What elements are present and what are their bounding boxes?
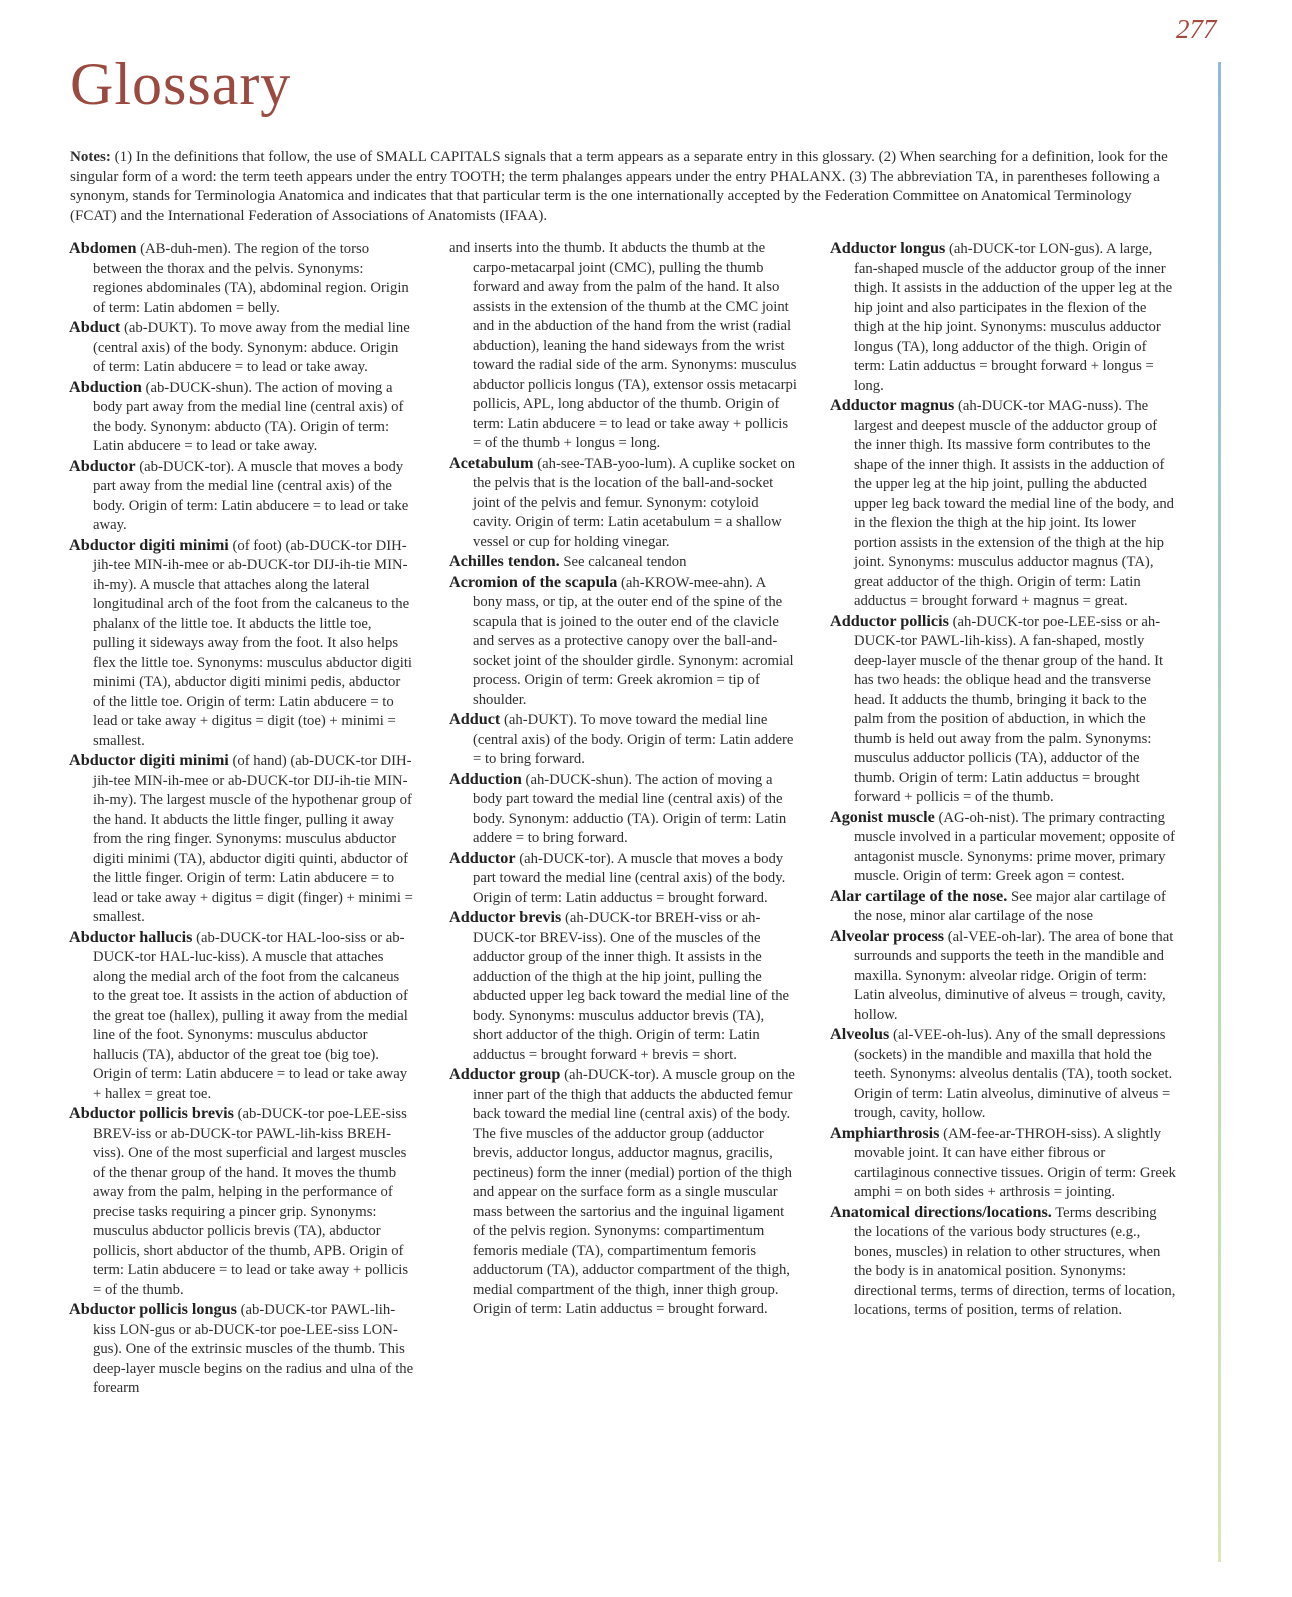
glossary-entry xyxy=(830,887,1177,927)
entry-definition: (ah-DUCK-tor). A muscle that moves a body part toward the medial line (central axis) of the body. Origin of term: Latin adductus = brought forward. xyxy=(473,850,786,906)
entry-definition: Terms describing the locations of the various body structures (e.g., bones, muscles) in relation to other structures, when the body is in anatomical position. Synonyms: directional terms, terms of direction, terms of location, locations, terms of position, terms of relation. xyxy=(854,1204,1176,1318)
entry-term: Amphiarthrosis xyxy=(830,1123,940,1142)
entry-term: Adductor pollicis xyxy=(830,611,949,630)
entry-definition: (ah-DUCK-tor MAG-nuss). The largest and deepest muscle of the adductor group of the inner thigh. Its massive form contributes to the shape of the inner thigh. It assists in the adduction of the upper leg at the hip joint, pulling the abducted upper leg back toward the medial line of the body, and in the flexion the thigh at the hip joint. Its lower portion assists in the extension of the thigh at the hip joint. Synonyms: musculus adductor magnus (TA), great adductor of the thigh. Origin of term: Latin adductus = brought forward + magnus = great. xyxy=(854,398,1175,609)
glossary-entry xyxy=(449,908,797,1065)
glossary-entry xyxy=(449,573,797,711)
glossary-entry xyxy=(449,849,797,909)
glossary-entry xyxy=(449,552,797,573)
entry-definition: (ah-DUKT). To move toward the medial line (central axis) of the body. Origin of term: Latin addere = to bring forward. xyxy=(473,712,794,767)
glossary-entry xyxy=(449,1065,797,1320)
glossary-entry xyxy=(449,239,797,454)
glossary-entry xyxy=(69,318,414,378)
entry-definition: (ab-DUCK-tor poe-LEE-siss BREV-iss or ab-DUCK-tor PAWL-lih-kiss BREH-viss). One of the most superficial and largest muscles of the thenar group of the hand. It moves the thumb away from the palm, helping in the performance of precise tasks requiring a pincer grip. Synonyms: musculus abductor pollicis brevis (TA), abductor pollicis, short abductor of the thumb, APB. Origin of term: Latin abducere = to lead or take away + pollicis = of the thumb. xyxy=(93,1106,409,1298)
glossary-entry xyxy=(830,612,1177,808)
entry-term: Alveolus xyxy=(830,1025,890,1043)
glossary-column-2 xyxy=(449,239,797,1320)
notes-text: (1) In the definitions that follow, the use of SMALL CAPITALS signals that a term appears as a separate entry in this glossary. (2) When searching for a definition, look for the singular form of a word: the term teeth appears under the entry TOOTH; the term phalanges appears under the entry PHALANX. (3) The abbreviation TA, in parentheses following a synonym, stands for Terminologia Anatomica and indicates that that particular term is the one internationally accepted by the Federation Committee on Anatomical Terminology (FCAT) and the International Federation of Associations of Anatomists (IFAA). xyxy=(70,149,1168,224)
glossary-entry xyxy=(830,1203,1177,1321)
entry-term: Abduction xyxy=(69,377,142,396)
entry-definition: (ab-DUCK-tor). A muscle that moves a body part away from the medial line (central axis) of the body. Origin of term: Latin abducere = to lead or take away. xyxy=(93,458,409,533)
entry-term: Abductor pollicis longus xyxy=(69,1300,237,1318)
entry-definition: (al-VEE-oh-lar). The area of bone that surrounds and supports the teeth in the mandible and maxilla. Synonym: alveolar ridge. Origin of term: Latin alveolus, diminutive of alveus = trough, cavity, hollow. xyxy=(854,928,1174,1023)
entry-term: Alar cartilage of the nose. xyxy=(830,886,1008,905)
glossary-entry xyxy=(449,454,797,553)
entry-term: Adductor brevis xyxy=(449,908,562,926)
entry-definition: (ah-DUCK-tor BREH-viss or ah-DUCK-tor BREV-iss). One of the muscles of the adductor group of the inner thigh. It assists in the adduction of the thigh at the hip joint, pulling the abducted upper leg back toward the medial line of the body. Synonyms: musculus adductor brevis (TA), short adductor of the thigh. Origin of term: Latin adductus = brought forward + brevis = short. xyxy=(473,910,790,1063)
entry-definition: (AM-fee-ar-THROH-siss). A slightly movable joint. It can have either fibrous or cartilaginous connective tissues. Origin of term: Greek amphi = on both sides + arthrosis = jointing. xyxy=(854,1125,1176,1200)
glossary-entry xyxy=(69,1300,414,1399)
entry-term: Adductor xyxy=(449,848,516,867)
entry-term: Agonist muscle xyxy=(830,807,935,826)
entry-term: Abductor digiti minimi xyxy=(69,751,229,769)
entry-definition: See calcaneal tendon xyxy=(559,554,687,570)
entry-definition: (ab-DUCK-tor PAWL-lih-kiss LON-gus or ab-DUCK-tor poe-LEE-siss LON-gus). One of the extrinsic muscles of the thumb. This deep-layer muscle begins on the radius and ulna of the forearm xyxy=(93,1302,414,1396)
entry-term: Achilles tendon. xyxy=(449,552,560,570)
entry-definition: (AG-oh-nist). The primary contracting muscle involved in a particular movement; opposite of antagonist muscle. Synonyms: prime mover, primary muscle. Origin of term: Greek agon = contest. xyxy=(854,809,1176,884)
entry-definition: (of foot) (ab-DUCK-tor DIH-jih-tee MIN-ih-mee or ab-DUCK-tor DIJ-ih-tie MIN-ih-my). A muscle that attaches along the lateral longitudinal arch of the foot from the calcaneus to the phalanx of the little toe. It abducts the little toe, pulling it sideways away from the foot. It also helps flex the little toe. Synonyms: musculus abductor digiti minimi (TA), abductor digiti minimi pedis, abductor of the little toe. Origin of term: Latin abducere = to lead or take away + digitus = digit (toe) + minimi = smallest. xyxy=(93,537,413,749)
glossary-column-1 xyxy=(69,239,414,1399)
entry-term: Anatomical directions/locations. xyxy=(830,1202,1052,1221)
page-title: Glossary xyxy=(70,51,292,117)
glossary-entry xyxy=(449,710,797,770)
entry-term: Abductor hallucis xyxy=(69,927,193,946)
entry-term: Abductor pollicis brevis xyxy=(69,1104,234,1122)
entry-term: Acetabulum xyxy=(449,453,534,472)
glossary-entry xyxy=(69,928,414,1105)
glossary-entry xyxy=(69,378,414,457)
entry-definition: (of hand) (ab-DUCK-tor DIH-jih-tee MIN-ih-mee or ab-DUCK-tor DIJ-ih-tie MIN-ih-my). The largest muscle of the hypothenar group of the hand. It abducts the little finger, pulling it away from the ring finger. Synonyms: musculus abductor digiti minimi (TA), abductor digiti quinti, abductor of the little finger. Origin of term: Latin abducere = to lead or take away + digitus = digit (finger) + minimi = smallest. xyxy=(93,753,413,925)
edge-rule xyxy=(1218,62,1221,1562)
glossary-column-3 xyxy=(830,239,1177,1321)
entry-definition: (ah-KROW-mee-ahn). A bony mass, or tip, at the outer end of the spine of the scapula that is joined to the outer end of the clavicle and serves as a protective canopy over the ball-and-socket joint of the shoulder girdle. Synonym: acromial process. Origin of term: Greek akromion = tip of shoulder. xyxy=(473,574,794,708)
glossary-entry xyxy=(830,1025,1177,1124)
entry-term: Abduct xyxy=(69,318,121,336)
entry-definition: (ab-DUKT). To move away from the medial line (central axis) of the body. Synonym: abduce. Origin of term: Latin abducere = to lead or take away. xyxy=(93,320,410,375)
entry-term: Adduction xyxy=(449,769,522,788)
entry-definition: (ah-DUCK-tor poe-LEE-siss or ah-DUCK-tor PAWL-lih-kiss). A fan-shaped, mostly deep-layer muscle of the thenar group of the hand. It has two heads: the oblique head and the transverse head. It adducts the thumb, bringing it back to the palm from the position of abduction, in which the thumb is held out away from the palm. Synonyms: musculus adductor pollicis (TA), adductor of the thumb. Origin of term: Latin adductus = brought forward + pollicis = of the thumb. xyxy=(854,613,1164,805)
entry-definition: (ab-DUCK-tor HAL-loo-siss or ab-DUCK-tor HAL-luc-kiss). A muscle that attaches along the medial arch of the foot from the calcaneus to the great toe. It assists in the action of abduction of the great toe (hallex), pulling it away from the medial line of the foot. Synonyms: musculus abductor hallucis (TA), abductor of the great toe (big toe). Origin of term: Latin abducere = to lead or take away + hallex = great toe. xyxy=(93,929,408,1102)
entry-term: Adductor group xyxy=(449,1065,561,1083)
entry-term: Abductor digiti minimi xyxy=(69,535,229,554)
entry-term: Adductor magnus xyxy=(830,396,955,414)
entry-definition: (ab-DUCK-shun). The action of moving a body part away from the medial line (central axis) of the body. Synonym: abducto (TA). Origin of term: Latin abducere = to lead or take away. xyxy=(93,379,404,454)
glossary-entry xyxy=(449,770,797,849)
glossary-entry xyxy=(830,808,1177,887)
glossary-entry xyxy=(830,239,1177,396)
entry-term: Adduct xyxy=(449,710,501,728)
entry-term: Abdomen xyxy=(69,239,137,257)
entry-definition: (ah-DUCK-shun). The action of moving a body part toward the medial line (central axis) of the body. Synonym: adductio (TA). Origin of term: Latin addere = to bring forward. xyxy=(473,771,787,846)
entry-definition: (AB-duh-men). The region of the torso between the thorax and the pelvis. Synonyms: regiones abdominales (TA), abdominal region. Origin of term: Latin abdomen = belly. xyxy=(93,241,409,316)
glossary-entry xyxy=(69,239,414,318)
page-number: 277 xyxy=(1176,14,1217,44)
glossary-entry xyxy=(69,536,414,752)
entry-definition: and inserts into the thumb. It abducts the thumb at the carpo-metacarpal joint (CMC), pulling the thumb forward and away from the palm of the hand. It also assists in the extension of the thumb at the CMC joint and in the abduction of the hand from the wrist (radial abduction), leaning the hand sideways from the wrist toward the radial side of the arm. Synonyms: musculus abductor pollicis longus (TA), extensor ossis metacarpi pollicis, APL, long abductor of the thumb. Origin of term: Latin abducere = to lead or take away + pollicis = of the thumb + longus = long. xyxy=(449,240,797,451)
entry-term: Adductor longus xyxy=(830,239,946,257)
glossary-entry xyxy=(830,927,1177,1026)
entry-term: Acromion of the scapula xyxy=(449,572,618,591)
entry-term: Alveolar process xyxy=(830,926,945,945)
entry-definition: (al-VEE-oh-lus). Any of the small depressions (sockets) in the mandible and maxilla that hold the teeth. Synonyms: alveolus dentalis (TA), tooth socket. Origin of term: Latin alveolus, diminutive of alveus = trough, cavity, hollow. xyxy=(854,1027,1173,1121)
entry-definition: (ah-see-TAB-yoo-lum). A cuplike socket on the pelvis that is the location of the ball-and-socket joint of the pelvis and femur. Synonym: cotyloid cavity. Origin of term: Latin acetabulum = a shallow vessel or cup for holding vinegar. xyxy=(473,455,796,550)
glossary-entry xyxy=(69,751,414,928)
glossary-notes xyxy=(70,148,1170,226)
entry-definition: (ah-DUCK-tor LON-gus). A large, fan-shaped muscle of the adductor group of the inner thigh. It assists in the adduction of the upper leg at the hip joint and also participates in the flexion of the thigh at the hip joint. Synonyms: musculus adductor longus (TA), long adductor of the thigh. Origin of term: Latin adductus = brought forward + longus = long. xyxy=(854,241,1173,394)
notes-label: Notes: xyxy=(70,149,111,165)
entry-term: Abductor xyxy=(69,456,136,475)
entry-definition: (ah-DUCK-tor). A muscle group on the inner part of the thigh that adducts the abducted femur back toward the medial line (central axis) of the body. The five muscles of the adductor group (adductor brevis, adductor longus, adductor magnus, gracilis, pectineus) form the inner (medial) portion of the thigh and appear on the surface form as a single muscular mass between the sartorius and the inguinal ligament of the pelvis region. Synonyms: compartimentum femoris mediale (TA), compartimentum femoris adductorum (TA), adductor compartment of the thigh, medial compartment of the thigh, inner thigh group. Origin of term: Latin adductus = brought forward. xyxy=(473,1067,795,1317)
glossary-entry xyxy=(830,396,1177,612)
entry-definition: See major alar cartilage of the nose, minor alar cartilage of the nose xyxy=(854,888,1166,924)
glossary-entry xyxy=(830,1124,1177,1203)
glossary-entry xyxy=(69,1104,414,1300)
glossary-entry xyxy=(69,457,414,536)
